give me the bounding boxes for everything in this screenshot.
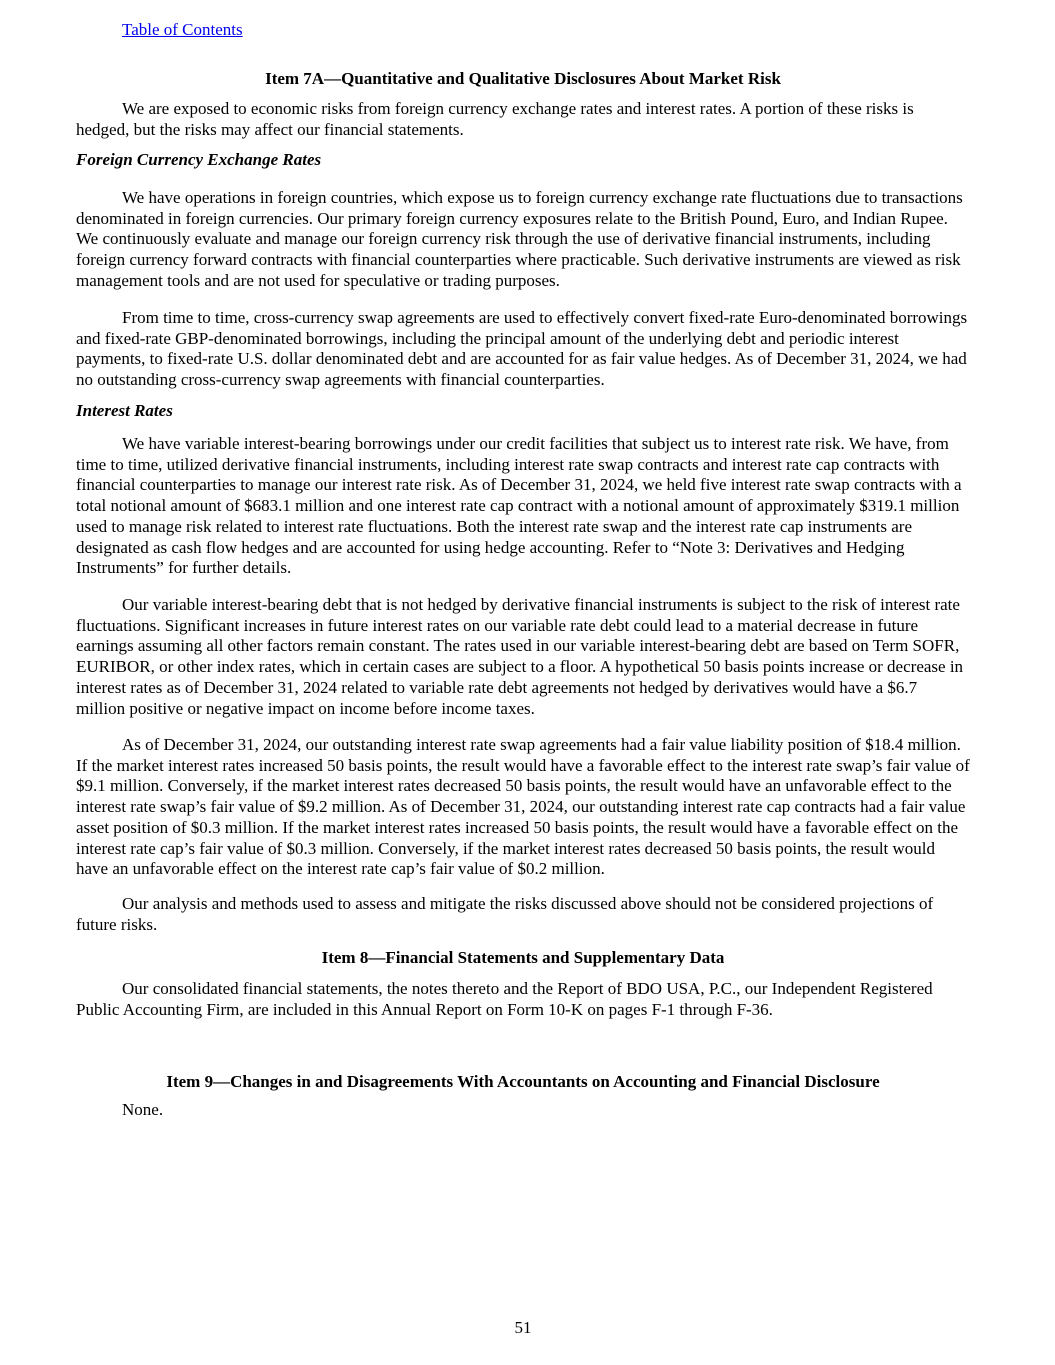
paragraph-ir-fair-value: As of December 31, 2024, our outstanding interest rate swap agreements had a fair value liability position of $18.4 million. If the market interest rates increased 50 basis points, the result would have a favorable effect to the interest rate swap’s fair value of $9.1 million. Conversely, if the market interest rates decreased 50 basis points, the result would have an unfavorable effect to the interest rate swap’s fair value of $9.2 million. As of December 31, 2024, our outstanding interest rate cap contracts had a fair value asset position of $0.3 million. If the market interest rates increased 50 basis points, the result would have a favorable effect on the interest rate cap’s fair value of $0.3 million. Conversely, if the market interest rates decreased 50 basis points, the result would have an unfavorable effect on the interest rate cap’s fair value of $0.2 million. <box>76 735 970 879</box>
heading-foreign-currency-exchange-rates: Foreign Currency Exchange Rates <box>76 150 322 169</box>
paragraph-item9-none: None. <box>122 1100 164 1119</box>
paragraph-ir-analysis-disclaimer: Our analysis and methods used to assess and mitigate the risks discussed above should not be considered projections of future risks. <box>76 894 934 934</box>
paragraph-fx-operations: We have operations in foreign countries, which expose us to foreign currency exchange rate fluctuations due to transactions denominated in foreign currencies. Our primary foreign currency exposures relate to the British Pound, Euro, and Indian Rupee. We continuously evaluate and manage our foreign currency risk through the use of derivative financial instruments, including foreign currency forward contracts with financial counterparties where practicable. Such derivative instruments are viewed as risk management tools and are not used for speculative or trading purposes. <box>76 188 963 290</box>
paragraph-fx-cross-currency-swaps: From time to time, cross-currency swap agreements are used to effectively convert fixed-rate Euro-denominated borrowings and fixed-rate GBP-denominated borrowings, including the principal amount of the underlying debt and periodic interest payments, to fixed-rate U.S. dollar denominated debt and are accounted for as fair value hedges. As of December 31, 2024, we had no outstanding cross-currency swap agreements with financial counterparties. <box>76 308 968 390</box>
page-number: 51 <box>514 1318 532 1337</box>
heading-interest-rates: Interest Rates <box>76 401 173 420</box>
toc-row <box>76 20 970 41</box>
heading-item-8: Item 8—Financial Statements and Supplementary Data <box>321 948 725 967</box>
table-of-contents-link[interactable]: Table of Contents <box>122 20 243 39</box>
paragraph-ir-unhedged-debt: Our variable interest-bearing debt that is not hedged by derivative financial instruments is subject to the risk of interest rate fluctuations. Significant increases in future interest rates on our variable rate debt could lead to a material decrease in future earnings assuming all other factors remain constant. The rates used in our variable interest-bearing debt are based on Term SOFR, EURIBOR, or other index rates, which in certain cases are subject to a floor. A hypothetical 50 basis points increase or decrease in interest rates as of December 31, 2024 related to variable rate debt agreements not hedged by derivatives would have a $6.7 million positive or negative impact on income before income taxes. <box>76 595 964 718</box>
heading-item-7a: Item 7A—Quantitative and Qualitative Disclosures About Market Risk <box>265 69 781 88</box>
paragraph-ir-borrowings: We have variable interest-bearing borrowings under our credit facilities that subject us to interest rate risk. We have, from time to time, utilized derivative financial instruments, including interest rate swap contracts and interest rate cap contracts with financial counterparties to manage our interest rate risk. As of December 31, 2024, we held five interest rate swap contracts with a total notional amount of $683.1 million and one interest rate cap contract with a notional amount of approximately $319.1 million used to manage risk related to interest rate fluctuations. Both the interest rate swap and the interest rate cap instruments are designated as cash flow hedges and are accounted for using hedge accounting. Refer to “Note 3: Derivatives and Hedging Instruments” for further details. <box>76 434 962 578</box>
heading-item-9: Item 9—Changes in and Disagreements With Accountants on Accounting and Financial Disclosure <box>166 1072 880 1091</box>
paragraph-market-risk-intro: We are exposed to economic risks from foreign currency exchange rates and interest rates. A portion of these risks is hedged, but the risks may affect our financial statements. <box>76 99 914 139</box>
paragraph-item8-statements: Our consolidated financial statements, the notes thereto and the Report of BDO USA, P.C., our Independent Registered Public Accounting Firm, are included in this Annual Report on Form 10-K on pages F-1 through F-36. <box>76 979 933 1019</box>
